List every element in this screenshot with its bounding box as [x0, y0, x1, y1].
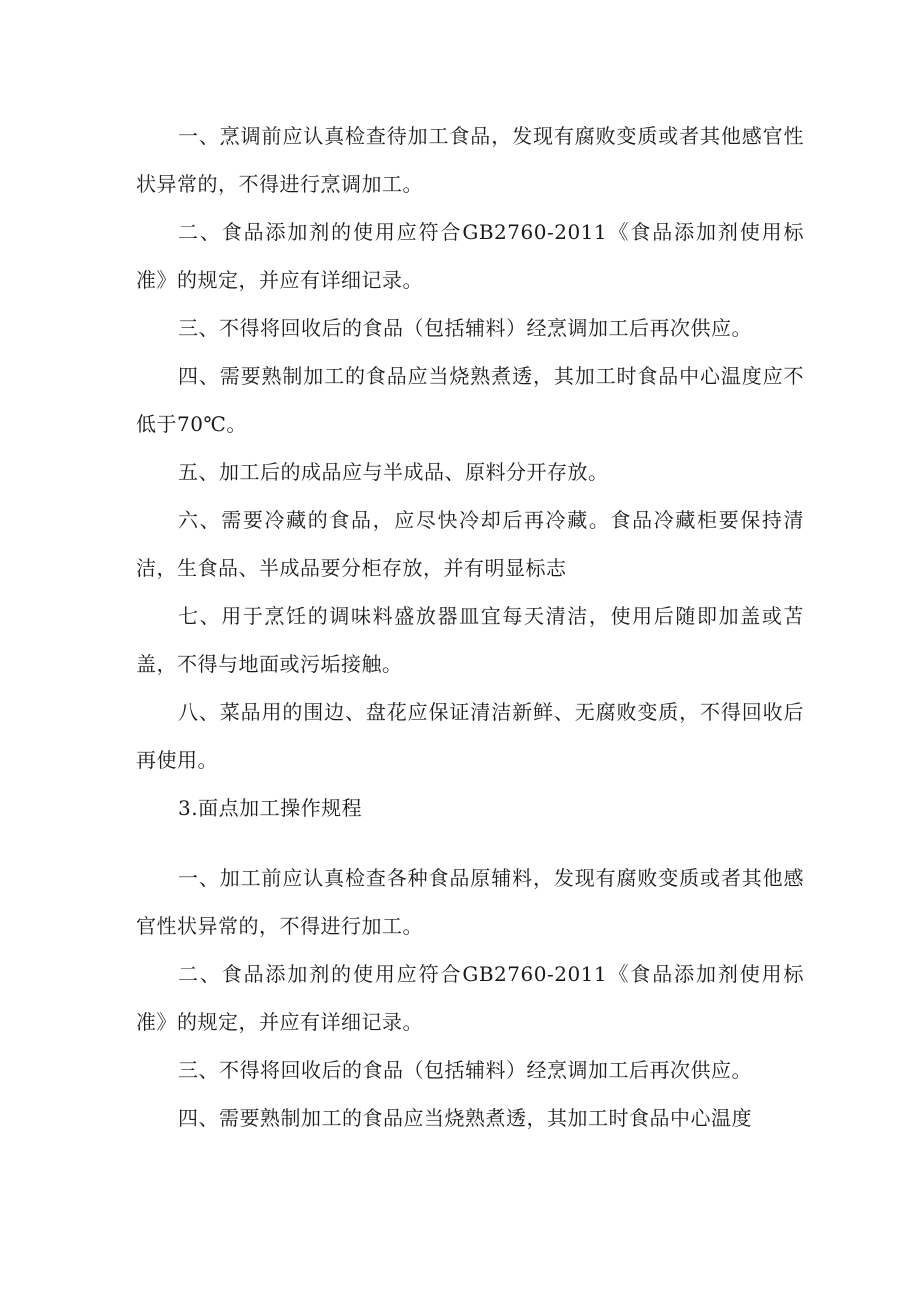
paragraph: 二、食品添加剂的使用应符合GB2760-2011《食品添加剂使用标准》的规定，并应有详细记录。 [136, 220, 804, 292]
paragraph: 六、需要冷藏的食品，应尽快冷却后再冷藏。食品冷藏柜要保持清洁，生食品、半成品要分柜存放，并有明显标志 [136, 508, 804, 580]
paragraph: 三、不得将回收后的食品（包括辅料）经烹调加工后再次供应。 [178, 1058, 752, 1082]
paragraph: 四、需要熟制加工的食品应当烧熟煮透，其加工时食品中心温度 [178, 1106, 752, 1130]
paragraph: 七、用于烹饪的调味料盛放器皿宜每天清洁，使用后随即加盖或苫盖，不得与地面或污垢接触。 [136, 604, 804, 676]
paragraph: 一、烹调前应认真检查待加工食品，发现有腐败变质或者其他感官性状异常的，不得进行烹调加工。 [136, 124, 804, 196]
paragraph: 三、不得将回收后的食品（包括辅料）经烹调加工后再次供应。 [178, 316, 752, 340]
paragraph: 二、食品添加剂的使用应符合GB2760-2011《食品添加剂使用标准》的规定，并应有详细记录。 [136, 962, 804, 1034]
paragraph: 一、加工前应认真检查各种食品原辅料，发现有腐败变质或者其他感官性状异常的，不得进行加工。 [136, 866, 804, 938]
document-body [136, 112, 804, 1142]
paragraph: 四、需要熟制加工的食品应当烧熟煮透，其加工时食品中心温度应不低于70℃。 [136, 364, 804, 436]
paragraph: 五、加工后的成品应与半成品、原料分开存放。 [178, 460, 609, 484]
section-heading: 3.面点加工操作规程 [178, 796, 363, 820]
paragraph: 八、菜品用的围边、盘花应保证清洁新鲜、无腐败变质，不得回收后再使用。 [136, 700, 804, 772]
